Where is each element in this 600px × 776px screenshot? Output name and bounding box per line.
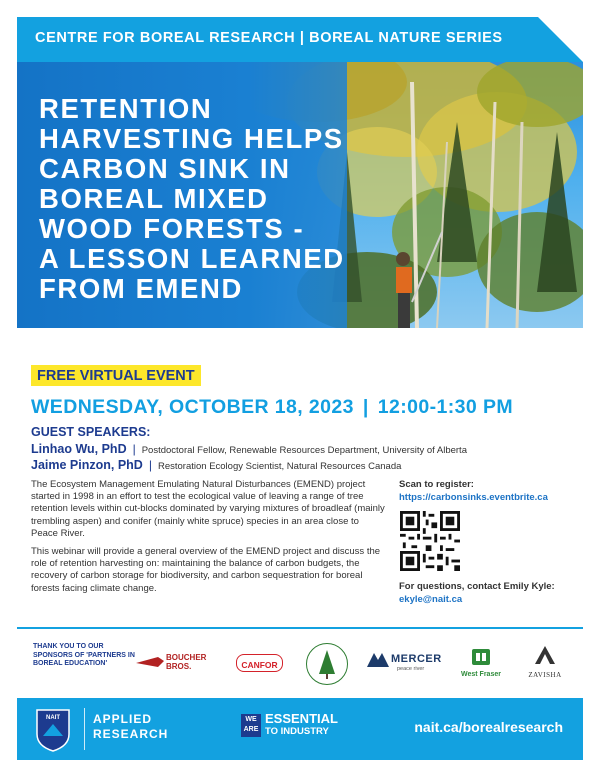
canfor-logo-text: CANFOR [241, 660, 278, 670]
west-fraser-icon [471, 648, 491, 666]
boucher-logo-text: BOUCHER BROS. [166, 653, 207, 671]
register-label [399, 479, 579, 490]
mercer-mountain-icon [367, 653, 389, 667]
speaker-1 [31, 442, 467, 456]
register-url-row [399, 492, 579, 503]
description-paragraph-2: This webinar will provide a general overview of the EMEND project and discuss the role of retention harvesting on: maintaining the balance of carbon budgets, the recovery of carbon storage for biodiversity, and carbon sequestration for boreal forests facing climate change. [31, 546, 381, 594]
speaker-name: Jaime Pinzon, PhD [31, 458, 143, 472]
register-label-text: Scan to register: [399, 479, 474, 490]
nait-crest-text: NAIT [46, 715, 60, 721]
sponsors-thanks: THANK YOU TO OUR SPONSORS OF 'PARTNERS IN BOREAL EDUCATION' [33, 643, 135, 668]
speaker-name: Linhao Wu, PhD [31, 442, 127, 456]
register-link[interactable]: https://carbonsinks.eventbrite.ca [399, 492, 548, 503]
series-title: CENTRE FOR BOREAL RESEARCH | BOREAL NATURE SERIES [35, 30, 503, 46]
section-divider [17, 627, 583, 629]
speaker-separator: | [132, 442, 136, 456]
contact-email-row [399, 594, 579, 605]
nait-crest-icon [35, 708, 71, 752]
tree-seal-logo [306, 643, 348, 685]
zavisha-logo-text: ZAVISHA [528, 671, 562, 679]
zavisha-icon [531, 646, 559, 666]
event-datetime [31, 396, 513, 419]
speaker-separator: | [148, 458, 152, 472]
datetime-separator: | [362, 396, 369, 418]
questions-text: For questions, contact Emily Kyle: [399, 581, 555, 592]
banner-fold [538, 17, 583, 62]
boucher-bros-logo [136, 651, 216, 673]
hero-image [17, 62, 583, 328]
to-industry-label: TO INDUSTRY [265, 726, 329, 737]
zavisha-logo [523, 646, 567, 680]
canfor-logo [236, 654, 283, 672]
footer-divider [84, 708, 85, 750]
free-event-badge: FREE VIRTUAL EVENT [31, 365, 201, 386]
description-paragraph-1: The Ecosystem Management Emulating Natural Disturbances (EMEND) project started in 1998 in an effort to test the ecological value of leaving a range of tree retention levels within cut-blocks dominated by varying mixtures of broadleaf (mainly trembling aspen) and conifer (mainly white spruce) species in an area close to Peace River. [31, 479, 385, 539]
speaker-role: Restoration Ecology Scientist, Natural Resources Canada [157, 461, 402, 472]
west-fraser-logo-text: West Fraser [461, 671, 501, 678]
series-banner [17, 17, 583, 62]
west-fraser-logo [459, 648, 503, 680]
mercer-logo-text: MERCER [391, 653, 442, 665]
mercer-logo [367, 651, 442, 677]
event-time: 12:00-1:30 PM [377, 396, 514, 418]
footer-website-link[interactable]: nait.ca/borealresearch [414, 719, 563, 735]
speaker-role: Postdoctoral Fellow, Renewable Resources Department, University of Alberta [141, 445, 467, 456]
speaker-2 [31, 458, 401, 472]
qr-code-icon[interactable] [400, 511, 460, 571]
guest-speakers-heading: GUEST SPEAKERS: [31, 425, 151, 439]
mercer-logo-subtext: peace river [397, 666, 425, 672]
event-date: WEDNESDAY, OCTOBER 18, 2023 [31, 396, 354, 418]
questions-label [399, 581, 579, 592]
applied-research-label: APPLIED RESEARCH [93, 712, 169, 741]
tree-icon [307, 644, 347, 684]
event-title: RETENTION HARVESTING HELPS CARBON SINK IN BOREAL MIXED WOOD FORESTS - A LESSON LEARNED FROM EMEND [39, 93, 345, 304]
contact-email-link[interactable]: ekyle@nait.ca [399, 594, 463, 605]
essential-label: ESSENTIAL [265, 711, 338, 726]
we-are-box: WE ARE [241, 714, 261, 737]
footer-banner [17, 698, 583, 760]
